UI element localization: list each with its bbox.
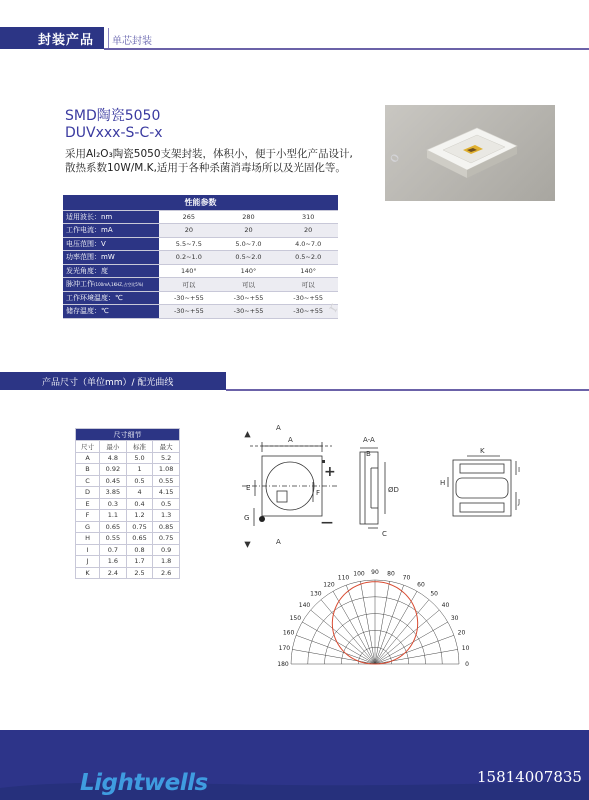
size-table-caption: 尺寸细节 bbox=[76, 429, 180, 441]
polar-angle-label: 170 bbox=[278, 645, 291, 653]
spec-value: 可以 bbox=[159, 278, 219, 292]
spec-value: 280 bbox=[219, 210, 279, 224]
polar-angle-label: 80 bbox=[387, 570, 395, 578]
brand-logo: Lightwells bbox=[80, 770, 208, 796]
polar-angle-label: 40 bbox=[441, 601, 450, 609]
spec-label-text: 脉冲工作 bbox=[66, 280, 94, 289]
size-value: 1 bbox=[126, 464, 153, 476]
spec-value: 20 bbox=[219, 224, 279, 238]
table-row bbox=[63, 291, 338, 305]
spec-value: 0.2~1.0 bbox=[159, 251, 219, 265]
product-title bbox=[65, 108, 163, 142]
size-value: 0.55 bbox=[100, 533, 127, 545]
header-section-title: 封装产品 bbox=[38, 33, 95, 48]
spec-value: 140° bbox=[159, 264, 219, 278]
size-value: 0.85 bbox=[153, 521, 180, 533]
polar-angle-label: 110 bbox=[337, 574, 350, 582]
dim-label-D: ØD bbox=[388, 486, 399, 494]
size-value: 0.65 bbox=[126, 533, 153, 545]
table-row bbox=[76, 487, 180, 499]
spec-label: 工作环境温度：℃ bbox=[63, 291, 159, 305]
size-value: 4.8 bbox=[100, 452, 127, 464]
polar-angle-label: 60 bbox=[417, 581, 425, 589]
size-value: 0.5 bbox=[153, 498, 180, 510]
header-divider bbox=[108, 28, 109, 48]
section-mark-bottom: A bbox=[276, 538, 281, 546]
size-dimension: A bbox=[76, 452, 100, 464]
size-value: 0.75 bbox=[126, 521, 153, 533]
spec-value: 5.0~7.0 bbox=[219, 237, 279, 251]
spec-value: 0.5~2.0 bbox=[278, 251, 338, 265]
size-value: 0.9 bbox=[153, 544, 180, 556]
product-desc-line1: 采用Al₂O₃陶瓷5050支架封装，体积小，便于小型化产品设计, bbox=[65, 148, 353, 160]
size-dimension: H bbox=[76, 533, 100, 545]
size-dimension: E bbox=[76, 498, 100, 510]
polar-angle-label: 20 bbox=[457, 629, 466, 637]
spec-value: 5.5~7.5 bbox=[159, 237, 219, 251]
size-table-body bbox=[76, 452, 180, 579]
size-value: 0.55 bbox=[153, 475, 180, 487]
table-row bbox=[76, 464, 180, 476]
table-row bbox=[63, 264, 338, 278]
table-row bbox=[63, 251, 338, 265]
size-value: 1.8 bbox=[153, 556, 180, 568]
spec-value: 可以 bbox=[219, 278, 279, 292]
size-value: 1.08 bbox=[153, 464, 180, 476]
section2-title: 产品尺寸（单位mm）/ 配光曲线 bbox=[42, 378, 174, 388]
size-value: 0.65 bbox=[100, 521, 127, 533]
spec-label: 工作电流：mA bbox=[63, 224, 159, 238]
spec-label-note: (100mA,1KHZ,占空比5%) bbox=[94, 282, 144, 288]
table-row bbox=[63, 305, 338, 319]
size-col-header: 最大 bbox=[153, 441, 180, 453]
polar-angle-label: 130 bbox=[310, 590, 322, 598]
size-value: 2.5 bbox=[126, 567, 153, 579]
watermark: o bbox=[385, 150, 404, 166]
contact-phone: 15814007835 bbox=[477, 768, 582, 786]
table-row bbox=[76, 521, 180, 533]
product-desc-line2: 散热系数10W/M.K,适用于各种杀菌消毒场所以及光固化等。 bbox=[65, 162, 346, 174]
spec-value: 0.5~2.0 bbox=[219, 251, 279, 265]
polar-angle-label: 140 bbox=[298, 601, 311, 609]
table-row bbox=[76, 452, 180, 464]
size-col-header: 最小 bbox=[100, 441, 127, 453]
size-value: 0.7 bbox=[100, 544, 127, 556]
size-value: 0.45 bbox=[100, 475, 127, 487]
product-title-line2: DUVxxx-S-C-x bbox=[65, 125, 163, 141]
size-dimension: D bbox=[76, 487, 100, 499]
dim-label-B: B bbox=[366, 450, 371, 458]
spec-value: 140° bbox=[219, 264, 279, 278]
polar-angle-label: 100 bbox=[353, 570, 365, 578]
spec-value: -30~+55 bbox=[219, 291, 279, 305]
size-dimension: C bbox=[76, 475, 100, 487]
size-value: 3.85 bbox=[100, 487, 127, 499]
size-col-header: 标准 bbox=[126, 441, 153, 453]
chip-render bbox=[415, 120, 525, 186]
spec-value: 可以 bbox=[278, 278, 338, 292]
dim-label-K: K bbox=[480, 447, 485, 455]
watermark: r bbox=[324, 301, 342, 315]
spec-value: 140° bbox=[278, 264, 338, 278]
polar-angle-label: 30 bbox=[450, 615, 459, 622]
size-table bbox=[75, 428, 180, 579]
section-view-title: A-A bbox=[363, 436, 375, 444]
size-value: 0.4 bbox=[126, 498, 153, 510]
polar-angle-label: 90 bbox=[371, 569, 379, 576]
dim-label-E: E bbox=[246, 484, 251, 492]
dim-label-F: F bbox=[316, 489, 321, 497]
spec-label: 发光角度：度 bbox=[63, 264, 159, 278]
size-value: 0.3 bbox=[100, 498, 127, 510]
bottom-view-outline bbox=[453, 460, 511, 516]
table-row bbox=[76, 556, 180, 568]
top-view-chip bbox=[277, 491, 287, 502]
spec-value: 310 bbox=[278, 210, 338, 224]
polar-angle-label: 10 bbox=[461, 645, 470, 653]
size-dimension: K bbox=[76, 567, 100, 579]
size-value: 5.0 bbox=[126, 452, 153, 464]
header-underline bbox=[104, 48, 589, 50]
table-row bbox=[76, 510, 180, 522]
size-dimension: F bbox=[76, 510, 100, 522]
spec-table-caption: 性能参数 bbox=[63, 195, 338, 210]
polar-angle-label: 150 bbox=[289, 615, 302, 622]
polar-angle-label: 50 bbox=[430, 590, 438, 598]
radiation-pattern bbox=[275, 568, 475, 670]
spec-label bbox=[63, 278, 159, 292]
size-value: 1.7 bbox=[126, 556, 153, 568]
product-title-line1: SMD陶瓷5050 bbox=[65, 108, 161, 124]
polar-angle-label: 70 bbox=[402, 574, 411, 582]
size-value: 0.75 bbox=[153, 533, 180, 545]
size-col-header: 尺寸 bbox=[76, 441, 100, 453]
table-row bbox=[63, 237, 338, 251]
spec-value: 265 bbox=[159, 210, 219, 224]
spec-value: 20 bbox=[278, 224, 338, 238]
spec-value: -30~+55 bbox=[278, 291, 338, 305]
plus-label: + bbox=[324, 464, 336, 480]
polar-angle-label: 120 bbox=[323, 581, 335, 589]
spec-value: -30~+55 bbox=[159, 305, 219, 319]
size-dimension: I bbox=[76, 544, 100, 556]
size-value: 2.4 bbox=[100, 567, 127, 579]
spec-label: 适用波长：nm bbox=[63, 210, 159, 224]
table-row bbox=[63, 210, 338, 224]
table-row bbox=[76, 567, 180, 579]
spec-value: 20 bbox=[159, 224, 219, 238]
polar-angle-label: 0 bbox=[465, 661, 469, 668]
table-row bbox=[63, 278, 338, 292]
section-mark-top: A bbox=[276, 424, 281, 432]
dim-label-J: J bbox=[518, 498, 521, 506]
size-value: 4 bbox=[126, 487, 153, 499]
size-dimension: B bbox=[76, 464, 100, 476]
size-value: 0.92 bbox=[100, 464, 127, 476]
size-dimension: J bbox=[76, 556, 100, 568]
spec-label: 功率范围：mW bbox=[63, 251, 159, 265]
spec-value: -30~+55 bbox=[278, 305, 338, 319]
product-description bbox=[65, 147, 355, 175]
minus-label: — bbox=[321, 515, 333, 529]
spec-value: 4.0~7.0 bbox=[278, 237, 338, 251]
size-dimension: G bbox=[76, 521, 100, 533]
table-row bbox=[76, 475, 180, 487]
size-value: 1.1 bbox=[100, 510, 127, 522]
section2-underline bbox=[226, 389, 589, 391]
size-value: 0.5 bbox=[126, 475, 153, 487]
dim-label-H: H bbox=[440, 479, 446, 487]
dimension-drawings bbox=[220, 422, 540, 558]
spec-value: -30~+55 bbox=[219, 305, 279, 319]
header-subsection-title: 单芯封装 bbox=[112, 36, 152, 47]
size-table-header-row bbox=[76, 441, 180, 453]
size-value: 0.8 bbox=[126, 544, 153, 556]
section-view-outline bbox=[360, 452, 378, 524]
dim-label-G: G bbox=[244, 514, 250, 522]
size-value: 1.3 bbox=[153, 510, 180, 522]
table-row bbox=[76, 498, 180, 510]
polar-angle-label: 160 bbox=[282, 629, 295, 637]
dim-label-I: I bbox=[518, 466, 521, 474]
size-value: 1.6 bbox=[100, 556, 127, 568]
dim-label-A: A bbox=[288, 436, 293, 444]
size-value: 4.15 bbox=[153, 487, 180, 499]
top-view-polarity-dot bbox=[259, 516, 265, 522]
size-value: 2.6 bbox=[153, 567, 180, 579]
spec-table bbox=[63, 195, 338, 319]
dim-label-C: C bbox=[382, 530, 387, 538]
spec-value: -30~+55 bbox=[159, 291, 219, 305]
size-value: 5.2 bbox=[153, 452, 180, 464]
size-value: 1.2 bbox=[126, 510, 153, 522]
spec-label: 电压范围：V bbox=[63, 237, 159, 251]
table-row bbox=[76, 544, 180, 556]
spec-label: 储存温度：℃ bbox=[63, 305, 159, 319]
table-row bbox=[76, 533, 180, 545]
table-row bbox=[63, 224, 338, 238]
polar-angle-label: 180 bbox=[277, 661, 289, 668]
